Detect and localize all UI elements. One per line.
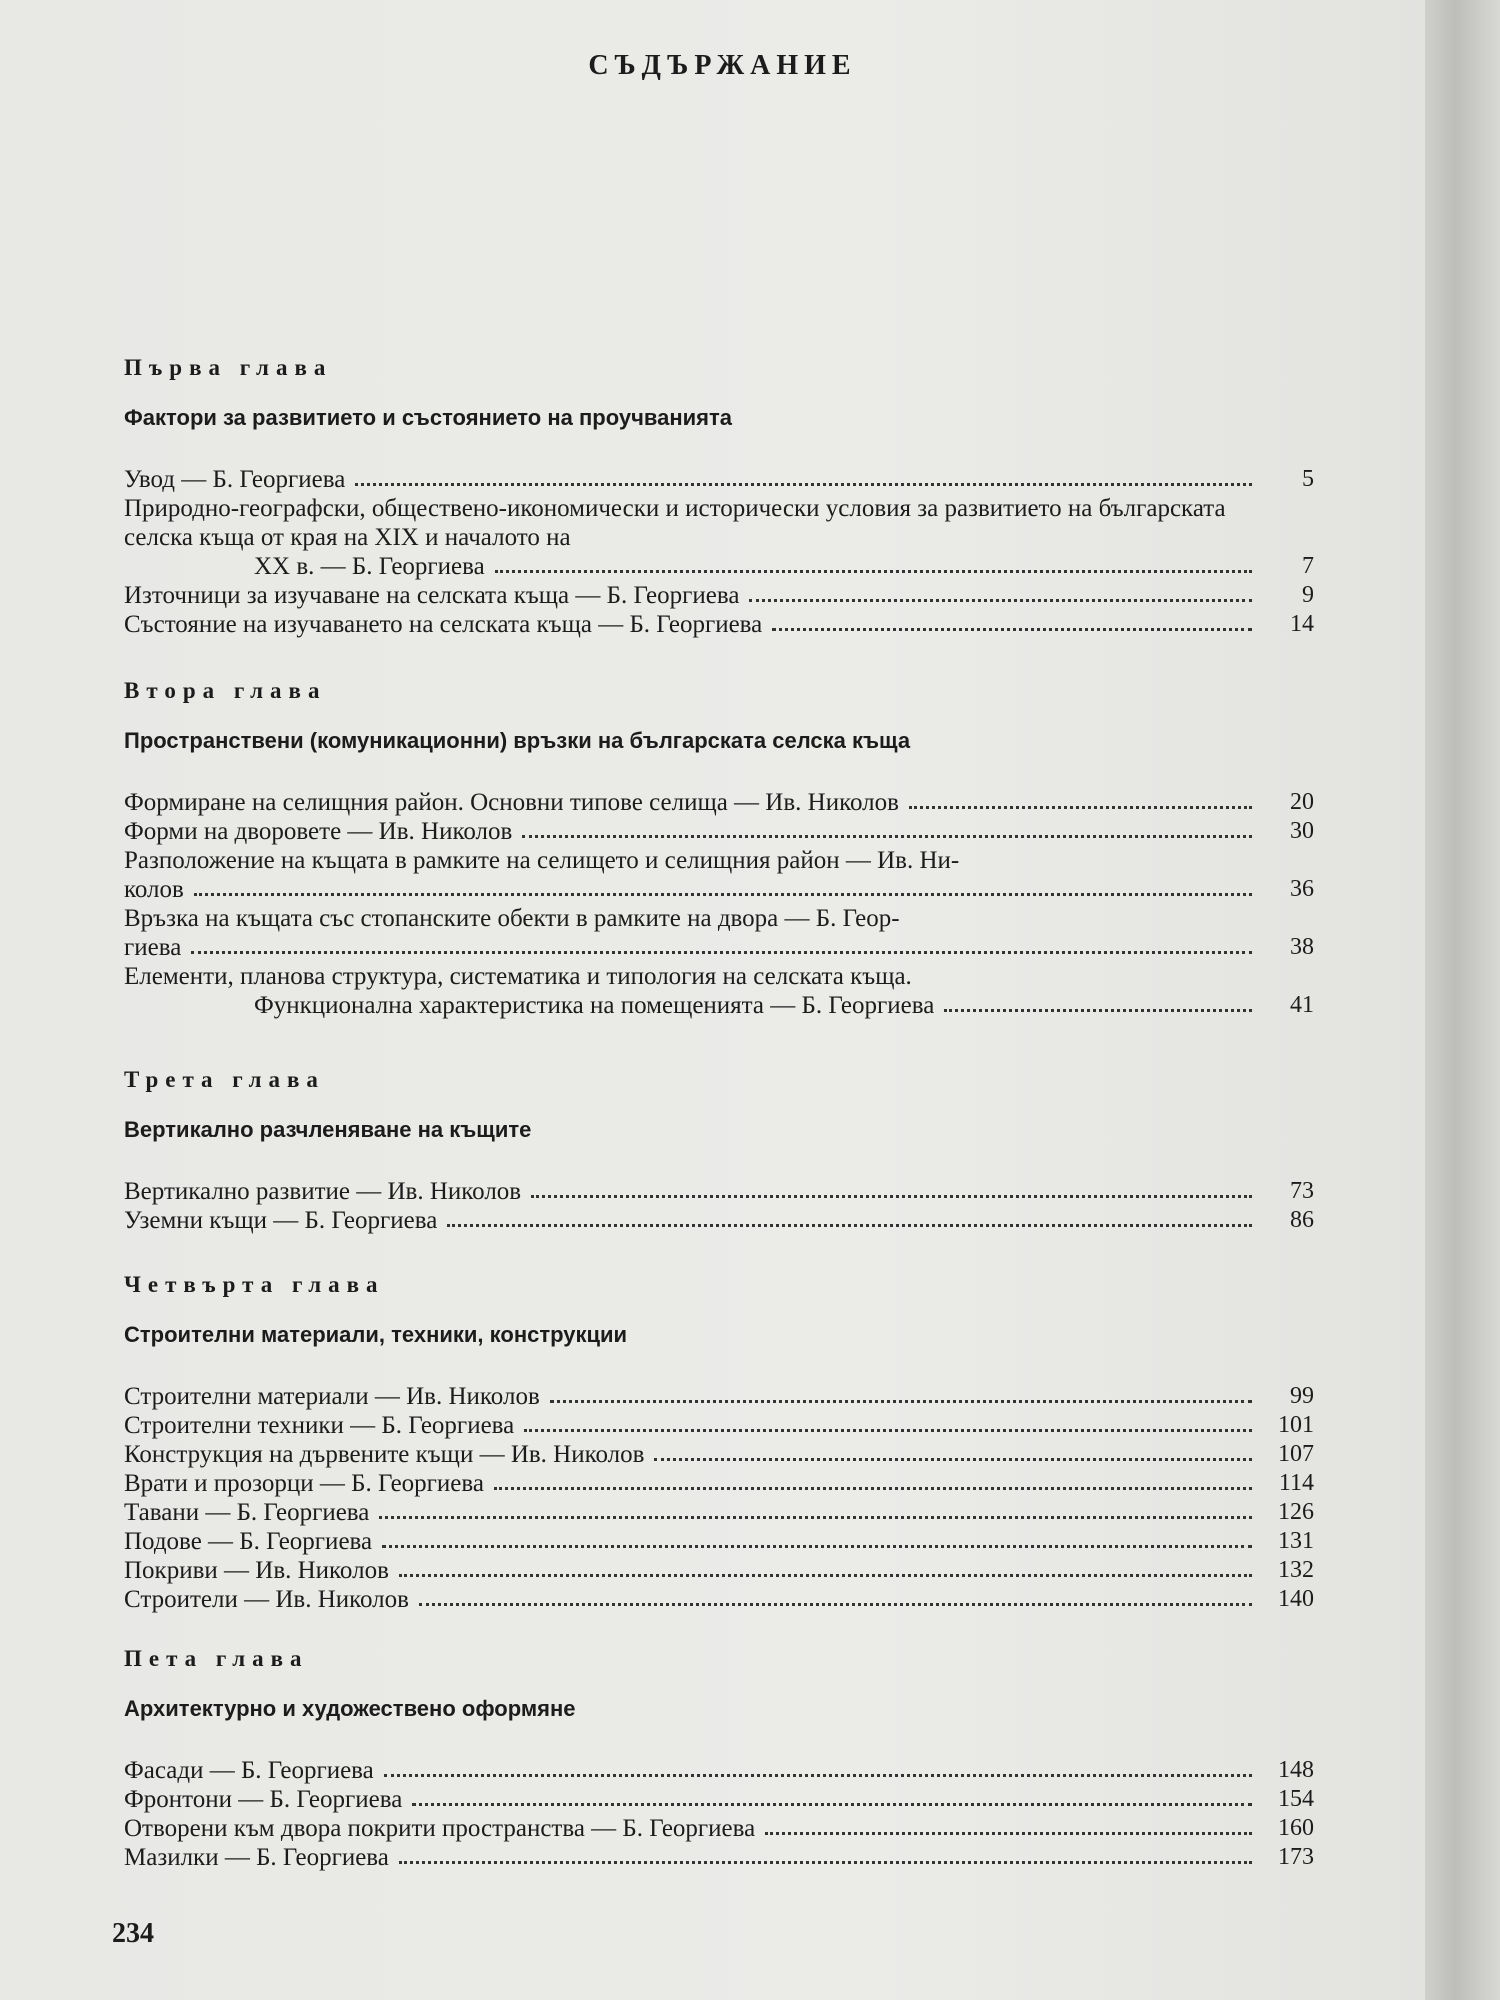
chapter-4 [124, 1272, 1314, 1614]
chapter-2 [124, 678, 1314, 1020]
entry-page: 36 [1290, 876, 1314, 902]
entry-page: 9 [1302, 582, 1314, 608]
entry-text: Врати и прозорци — Б. Георгиева [124, 1470, 484, 1497]
entry-text: Строителни материали — Ив. Николов [124, 1383, 540, 1410]
toc-entry [124, 494, 1314, 552]
entry-text: Източници за изучаване на селската къща — Б. Георгиева [124, 582, 740, 609]
chapter-label: Трета глава [124, 1067, 325, 1092]
dot-leader [355, 483, 1252, 486]
toc-entry [124, 1585, 1314, 1614]
entry-page: 148 [1278, 1757, 1314, 1783]
toc-entry [124, 1498, 1314, 1527]
dot-leader [194, 893, 1252, 896]
dot-leader [399, 1574, 1252, 1577]
entry-text: Строители — Ив. Николов [124, 1586, 409, 1613]
dot-leader [654, 1458, 1252, 1461]
dot-leader [382, 1545, 1252, 1548]
dot-leader [944, 1009, 1252, 1012]
book-gutter [1425, 0, 1500, 2000]
toc-entry [124, 1814, 1314, 1843]
chapter-5 [124, 1646, 1314, 1872]
dot-leader [494, 1487, 1252, 1490]
entry-page: 41 [1290, 992, 1314, 1018]
entry-page: 5 [1302, 466, 1314, 492]
dot-leader [550, 1400, 1252, 1403]
dot-leader [531, 1195, 1252, 1198]
dot-leader [379, 1516, 1252, 1519]
entry-page: 154 [1278, 1786, 1314, 1812]
entry-text-cont: Функционална характеристика на помещенията — Б. Георгиева [254, 992, 935, 1019]
toc-entry-continuation [124, 991, 1314, 1020]
toc-entry [124, 1556, 1314, 1585]
chapter-3 [124, 1067, 1314, 1235]
toc-entry [124, 1843, 1314, 1872]
entry-page: 38 [1290, 934, 1314, 960]
entry-text-cont: XX в. — Б. Георгиева [254, 553, 485, 580]
entry-text: Фасади — Б. Георгиева [124, 1757, 374, 1784]
entry-page: 114 [1278, 1470, 1314, 1496]
dot-leader [412, 1803, 1252, 1806]
entry-text: Конструкция на дървените къщи — Ив. Николов [124, 1441, 645, 1468]
entry-page: 20 [1290, 789, 1314, 815]
chapter-title: Вертикално разчленяване на къщите [124, 1117, 532, 1142]
toc-entry [124, 1206, 1314, 1235]
entry-text: Увод — Б. Георгиева [124, 466, 346, 493]
entry-page: 101 [1278, 1412, 1314, 1438]
entry-text: Уземни къщи — Б. Георгиева [124, 1207, 438, 1234]
dot-leader [524, 1429, 1252, 1432]
dot-leader [749, 599, 1252, 602]
dot-leader [909, 806, 1252, 809]
entry-text-cont: гиева [124, 934, 182, 961]
dot-leader [447, 1224, 1252, 1227]
chapter-1 [124, 355, 1314, 639]
entry-text: Подове — Б. Георгиева [124, 1528, 373, 1555]
entry-text: Фронтони — Б. Георгиева [124, 1786, 403, 1813]
toc-entry [124, 1469, 1314, 1498]
toc-entry [124, 465, 1314, 494]
chapter-title: Фактори за развитието и състоянието на проучванията [124, 405, 732, 430]
toc-entry [124, 610, 1314, 639]
chapter-title: Пространствени (комуникационни) връзки на българската селска къща [124, 728, 911, 753]
entry-text: Връзка на къщата със стопанските обекти в рамките на двора — Б. Геор- [124, 905, 900, 932]
toc-entry-continuation [124, 875, 1314, 904]
toc-entry [124, 846, 1314, 875]
toc-entry [124, 1440, 1314, 1469]
page-title: СЪДЪРЖАНИЕ [588, 50, 857, 81]
toc-entry [124, 788, 1314, 817]
toc-entry [124, 1785, 1314, 1814]
entry-text: Вертикално развитие — Ив. Николов [124, 1178, 522, 1205]
chapter-label: Четвърта глава [124, 1272, 385, 1297]
dot-leader [522, 835, 1252, 838]
entry-page: 140 [1278, 1586, 1314, 1612]
toc-entry-continuation [124, 933, 1314, 962]
entry-text: Разположение на къщата в рамките на селището и селищния район — Ив. Ни- [124, 847, 960, 874]
entry-page: 99 [1290, 1383, 1314, 1409]
entry-text: Формиране на селищния район. Основни типове селища — Ив. Николов [124, 789, 899, 816]
dot-leader [419, 1603, 1252, 1606]
chapter-title: Строителни материали, техники, конструкции [124, 1322, 628, 1347]
toc-entry [124, 904, 1314, 933]
chapter-title: Архитектурно и художествено оформяне [124, 1696, 576, 1721]
entry-page: 30 [1290, 818, 1314, 844]
dot-leader [384, 1774, 1252, 1777]
entry-text: Покриви — Ив. Николов [124, 1557, 389, 1584]
entry-page: 107 [1278, 1441, 1314, 1467]
entry-text: Състояние на изучаването на селската къща — Б. Георгиева [124, 611, 763, 638]
entry-text: Отворени към двора покрити пространства — Б. Георгиева [124, 1815, 756, 1842]
dot-leader [765, 1832, 1252, 1835]
entry-page: 126 [1278, 1499, 1314, 1525]
chapter-label: Втора глава [124, 678, 327, 703]
entry-page: 132 [1278, 1557, 1314, 1583]
toc-entry [124, 1411, 1314, 1440]
toc-entry [124, 817, 1314, 846]
dot-leader [495, 570, 1252, 573]
entry-text: Форми на дворовете — Ив. Николов [124, 818, 513, 845]
entry-text: Строителни техники — Б. Георгиева [124, 1412, 515, 1439]
chapter-label: Първа глава [124, 355, 333, 380]
toc-entry [124, 1177, 1314, 1206]
entry-page: 86 [1290, 1207, 1314, 1233]
toc-entry [124, 581, 1314, 610]
toc-entry [124, 962, 1314, 991]
entry-text: Природно-географски, обществено-икономически и исторически условия за развитието на българската селска къща от края на XIX и началото на [124, 495, 1226, 551]
page-number: 234 [112, 1918, 154, 1949]
entry-page: 173 [1278, 1844, 1314, 1870]
entry-text: Мазилки — Б. Георгиева [124, 1844, 389, 1871]
dot-leader [772, 628, 1252, 631]
toc-entry-continuation [124, 552, 1314, 581]
dot-leader [399, 1861, 1252, 1864]
toc-entry [124, 1382, 1314, 1411]
entry-text: Тавани — Б. Георгиева [124, 1499, 370, 1526]
toc-entry [124, 1527, 1314, 1556]
entry-page: 160 [1278, 1815, 1314, 1841]
chapter-label: Пета глава [124, 1646, 309, 1671]
entry-text-cont: колов [124, 876, 184, 903]
entry-text: Елементи, планова структура, систематика и типология на селската къща. [124, 963, 912, 990]
entry-page: 14 [1290, 611, 1314, 637]
entry-page: 131 [1278, 1528, 1314, 1554]
entry-page: 7 [1302, 553, 1314, 579]
toc-entry [124, 1756, 1314, 1785]
dot-leader [191, 951, 1252, 954]
entry-page: 73 [1290, 1178, 1314, 1204]
